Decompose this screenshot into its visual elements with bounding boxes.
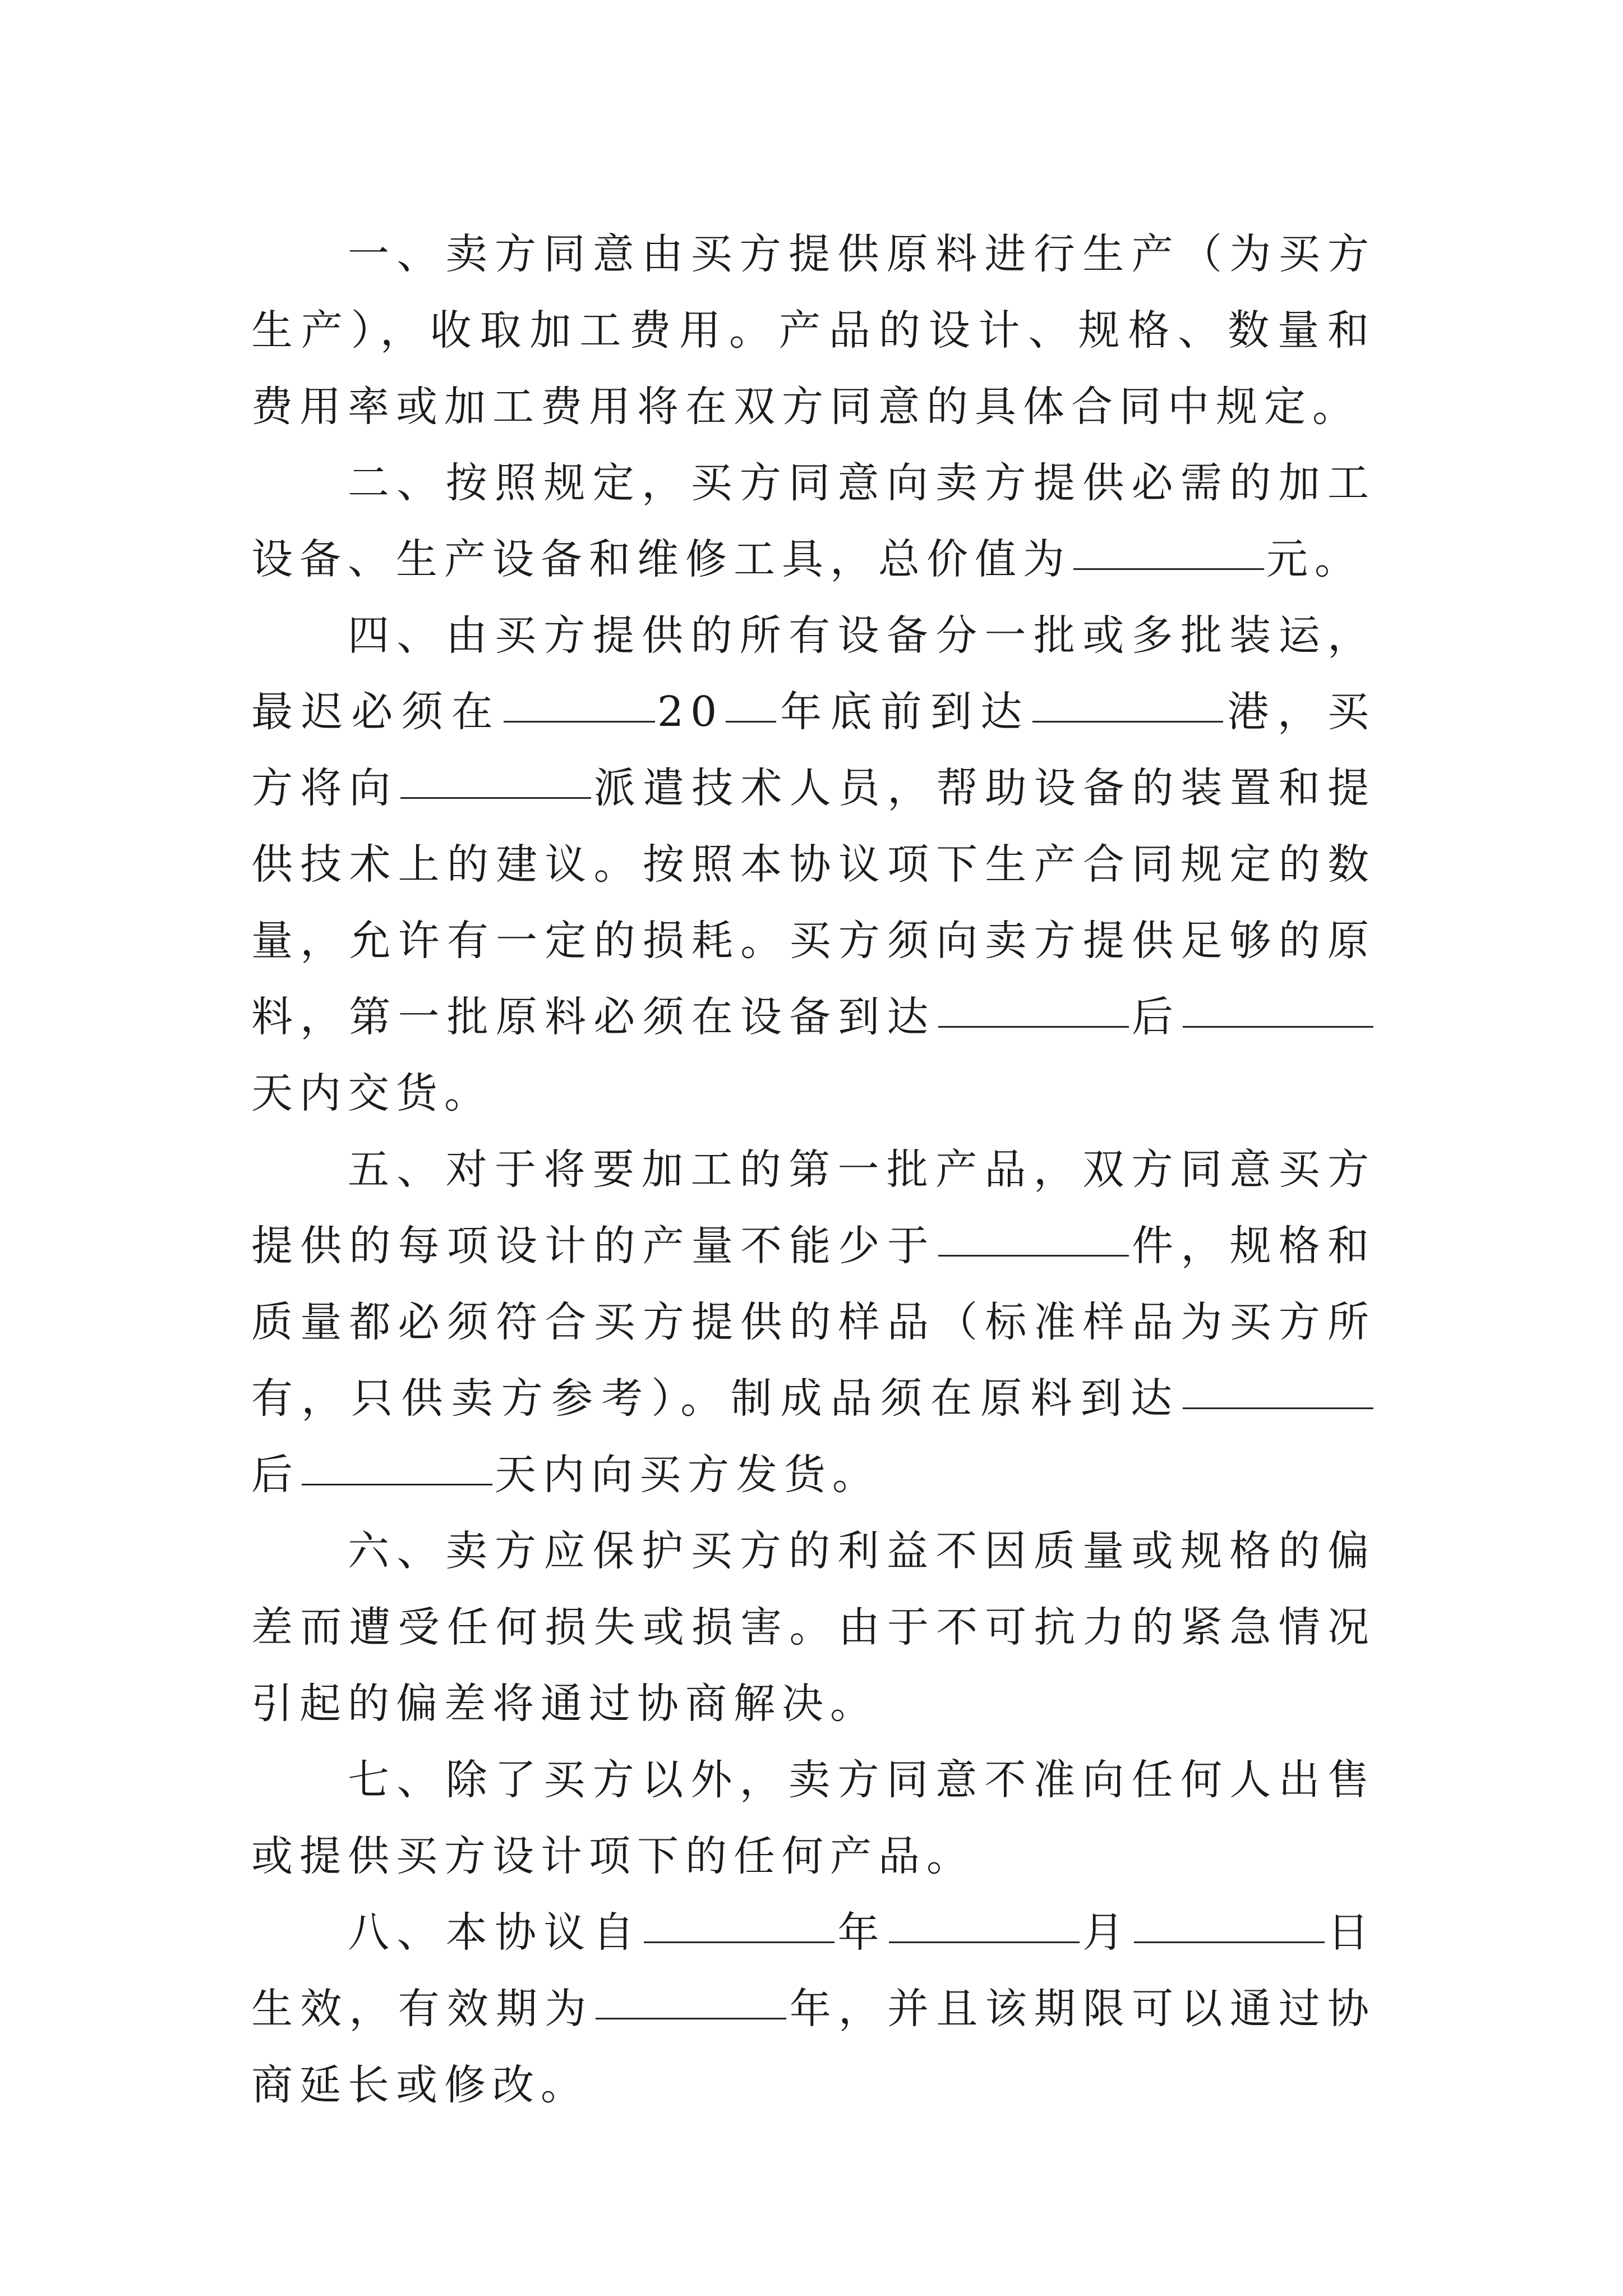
blank-equipment-arrival <box>938 1025 1129 1028</box>
clause-1 <box>251 216 1376 445</box>
clause-8-text-b: 年 <box>837 1908 887 1957</box>
clause-2-text-a: 二、按照规定，买方同意向卖方提供必需的加工设备、生产设备和维修工具，总价值为 <box>251 459 1376 583</box>
blank-total-value <box>1073 568 1264 570</box>
clause-1-text: 一、卖方同意由买方提供原料进行生产（为买方生产），收取加工费用。产品的设计、规格、数量和费用率或加工费用将在双方同意的具体合同中规定。 <box>251 230 1376 431</box>
blank-quantity <box>938 1254 1129 1257</box>
clause-8-text-d: 日生效，有效期为 <box>251 1908 1376 2033</box>
clause-7-text: 七、除了买方以外，卖方同意不准向任何人出售或提供买方设计项下的任何产品。 <box>251 1756 1376 1880</box>
clause-5-text-d: 天内向买方发货。 <box>495 1451 880 1499</box>
clause-8-text-a: 八、本协议自 <box>348 1908 642 1957</box>
blank-start-day <box>1134 1941 1325 1943</box>
blank-destination <box>400 797 591 799</box>
clause-2 <box>251 445 1376 597</box>
blank-material-arrival <box>1183 1407 1373 1409</box>
clause-5-text-b: 件，规格和质量都必须符合买方提供的样品（标准样品为买方所有，只供卖方参考）。制成品须在原料到达 <box>251 1222 1376 1423</box>
clause-4-text-f: 天内交货。 <box>251 1069 492 1117</box>
clause-2-text-b: 元。 <box>1266 535 1363 583</box>
clause-5-text-a: 五、对于将要加工的第一批产品，双方同意买方提供的每项设计的产量不能少于 <box>251 1145 1376 1270</box>
contract-body <box>251 216 1376 2123</box>
clause-5-text-c: 后 <box>251 1451 299 1499</box>
clause-4-text-c: 港，买方将向 <box>251 688 1376 812</box>
blank-deadline <box>504 720 655 723</box>
blank-port <box>1032 720 1223 723</box>
clause-8 <box>251 1894 1376 2123</box>
blank-start-year <box>644 1941 834 1943</box>
clause-7 <box>251 1742 1376 1894</box>
blank-year <box>726 720 776 723</box>
blank-delivery-days <box>302 1483 492 1485</box>
blank-validity-years <box>596 2017 786 2019</box>
clause-4-text-a: 四、由买方提供的所有设备分一批或多批装运，最迟必须在 <box>251 611 1376 736</box>
clause-8-text-e: 年，并且该期限可以通过协商延长或修改。 <box>251 1985 1376 2109</box>
clause-4-text-b: 年底前到达 <box>778 688 1031 736</box>
clause-4-year-prefix: 20 <box>657 688 724 736</box>
blank-days <box>1183 1025 1373 1028</box>
clause-6-text: 六、卖方应保护买方的利益不因质量或规格的偏差而遭受任何损失或损害。由于不可抗力的紧急情况引起的偏差将通过协商解决。 <box>251 1527 1376 1728</box>
clause-6 <box>251 1513 1376 1742</box>
clause-4 <box>251 597 1376 1131</box>
clause-4-text-d: 派遣技术人员，帮助设备的装置和提供技术上的建议。按照本协议项下生产合同规定的数量，允许有一定的损耗。买方须向卖方提供足够的原料，第一批原料必须在设备到达 <box>251 764 1376 1041</box>
blank-start-month <box>889 1941 1080 1943</box>
clause-8-text-c: 月 <box>1081 1908 1132 1957</box>
clause-5 <box>251 1131 1376 1513</box>
clause-4-text-e: 后 <box>1131 993 1181 1041</box>
